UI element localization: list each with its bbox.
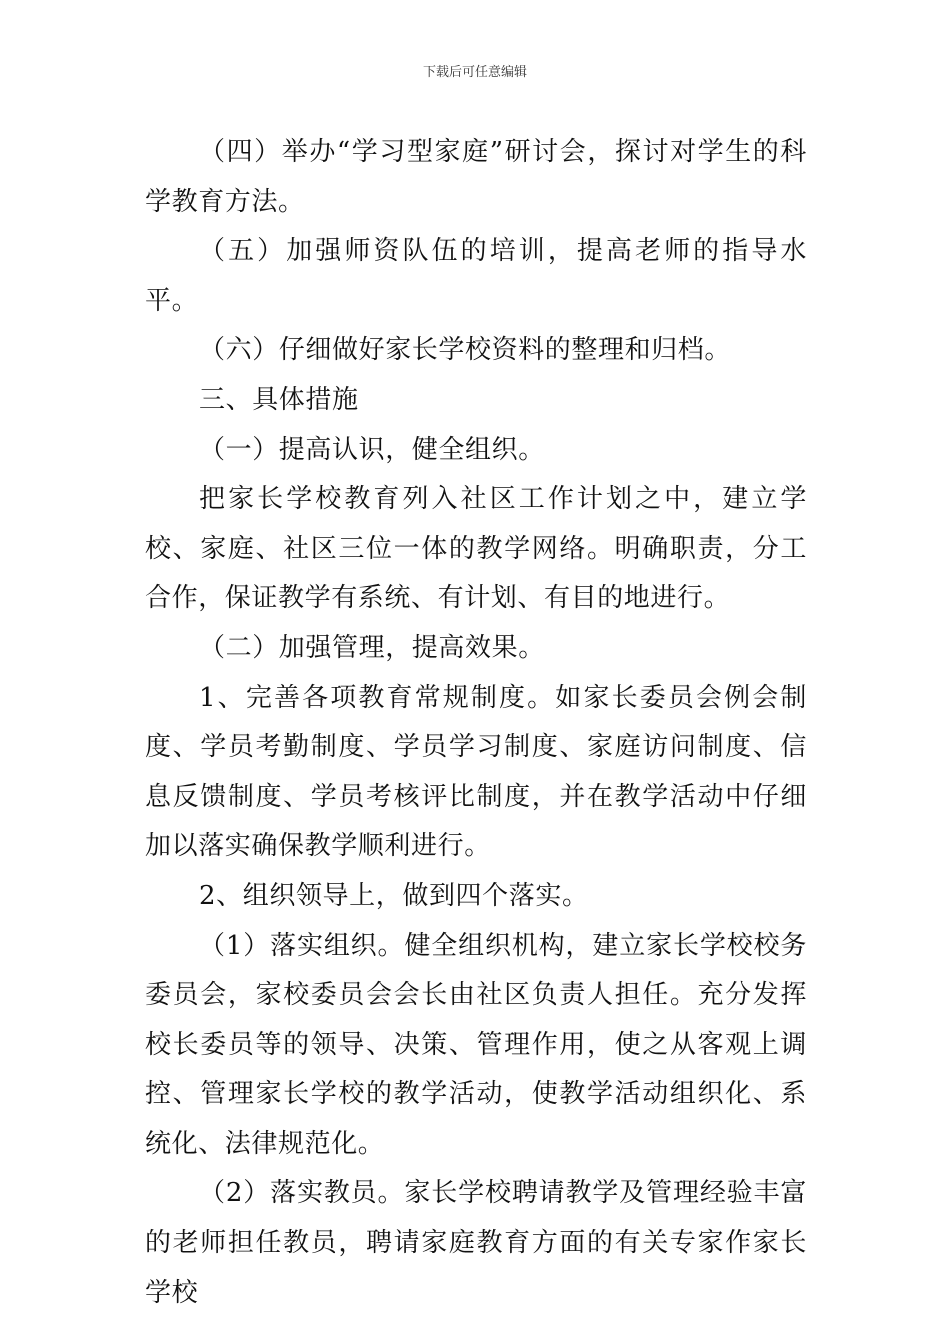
subsection-heading: （一）提高认识，健全组织。 — [199, 434, 545, 465]
paragraph: 2、组织领导上，做到四个落实。 — [199, 880, 589, 911]
paragraph: （四）举办“学习型家庭”研讨会，探讨对学生的科学教育方法。 — [145, 137, 807, 217]
paragraph: （五）加强师资队伍的培训，提高老师的指导水平。 — [145, 236, 807, 316]
paragraph: （1）落实组织。健全组织机构，建立家长学校校务委员会，家校委员会会长由社区负责人担任。充分发挥校长委员等的领导、决策、管理作用，使之从客观上调控、管理家长学校的教学活动，使教学活动组织化、系统化、法律规范化。 — [145, 930, 807, 1159]
section-heading: 三、具体措施 — [199, 384, 359, 415]
paragraph: （2）落实教员。家长学校聘请教学及管理经验丰富的老师担任教员，聘请家庭教育方面的有关专家作家长学校 — [145, 1178, 807, 1308]
page-header: 下载后可任意编辑 — [422, 65, 527, 80]
paragraph: 把家长学校教育列入社区工作计划之中，建立学校、家庭、社区三位一体的教学网络。明确职责，分工合作，保证教学有系统、有计划、有目的地进行。 — [145, 484, 807, 614]
paragraph: （六）仔细做好家长学校资料的整理和归档。 — [199, 335, 732, 366]
document-body — [145, 128, 807, 1318]
subsection-heading: （二）加强管理，提高效果。 — [199, 632, 545, 663]
paragraph: 1、完善各项教育常规制度。如家长委员会例会制度、学员考勤制度、学员学习制度、家庭访问制度、信息反馈制度、学员考核评比制度，并在教学活动中仔细加以落实确保教学顺利进行。 — [145, 682, 807, 862]
